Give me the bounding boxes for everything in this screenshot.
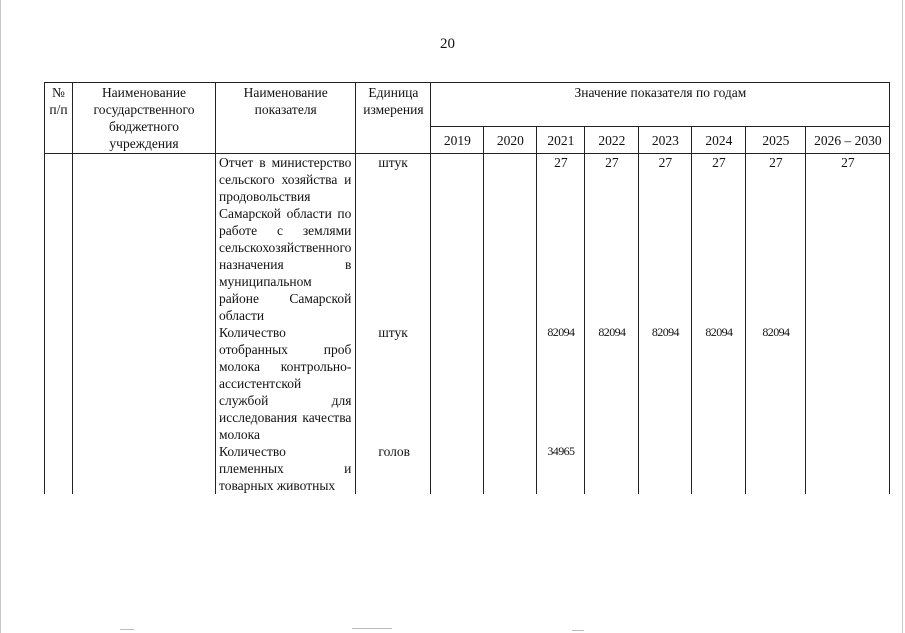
cell-value — [806, 443, 890, 494]
cell-value — [431, 443, 484, 494]
cell-value — [431, 324, 484, 443]
cell-unit: штук — [356, 324, 431, 443]
cell-institution — [73, 324, 216, 443]
cell-value: 82094 — [746, 324, 806, 443]
cell-value: 82094 — [537, 324, 585, 443]
cell-indicator: Количество племенных и товарных животных — [216, 443, 356, 494]
cell-value: 27 — [806, 154, 890, 325]
header-year: 2019 — [431, 127, 484, 154]
header-year: 2023 — [639, 127, 692, 154]
cell-value — [484, 443, 537, 494]
table-row — [45, 154, 890, 325]
cell-unit: голов — [356, 443, 431, 494]
table-row — [45, 324, 890, 443]
header-year: 2021 — [537, 127, 585, 154]
cell-value — [484, 324, 537, 443]
cell-value — [692, 443, 746, 494]
header-year: 2025 — [746, 127, 806, 154]
cell-num — [45, 443, 73, 494]
cell-institution — [73, 443, 216, 494]
header-year: 2022 — [585, 127, 639, 154]
cell-value: 27 — [537, 154, 585, 325]
header-institution: Наименование государственного бюджетного учреждения — [73, 83, 216, 154]
cell-num — [45, 324, 73, 443]
cell-value: 27 — [639, 154, 692, 325]
cell-indicator: Отчет в министерство сельского хозяйства и продовольствия Самарской области по работе с землями сельскохозяйственного назначения в муниципальном районе Самарской области — [216, 154, 356, 325]
header-year: 2020 — [484, 127, 537, 154]
table-row — [45, 443, 890, 494]
cell-value — [746, 443, 806, 494]
indicators-table — [44, 82, 890, 494]
cell-value: 27 — [692, 154, 746, 325]
scan-artifacts — [0, 626, 905, 633]
cell-value — [484, 154, 537, 325]
cell-unit: штук — [356, 154, 431, 325]
cell-value: 27 — [585, 154, 639, 325]
cell-value: 82094 — [639, 324, 692, 443]
page-edge-right — [902, 0, 903, 633]
header-unit: Единица измерения — [356, 83, 431, 154]
header-year: 2026 – 2030 — [806, 127, 890, 154]
cell-value: 82094 — [585, 324, 639, 443]
header-num: № п/п — [45, 83, 73, 154]
cell-institution — [73, 154, 216, 325]
page-number: 20 — [440, 36, 455, 52]
header-indicator: Наименование показателя — [216, 83, 356, 154]
cell-value — [431, 154, 484, 325]
cell-value: 82094 — [692, 324, 746, 443]
cell-value: 34965 — [537, 443, 585, 494]
cell-value — [806, 324, 890, 443]
cell-value: 27 — [746, 154, 806, 325]
cell-value — [639, 443, 692, 494]
header-year: 2024 — [692, 127, 746, 154]
header-values-group: Значение показателя по годам — [431, 83, 890, 127]
cell-num — [45, 154, 73, 325]
table-header-row — [45, 83, 890, 127]
cell-indicator: Количество отобранных проб молока контрольно-ассистентской службой для исследования качества молока — [216, 324, 356, 443]
cell-value — [585, 443, 639, 494]
page-edge-left — [0, 0, 1, 633]
